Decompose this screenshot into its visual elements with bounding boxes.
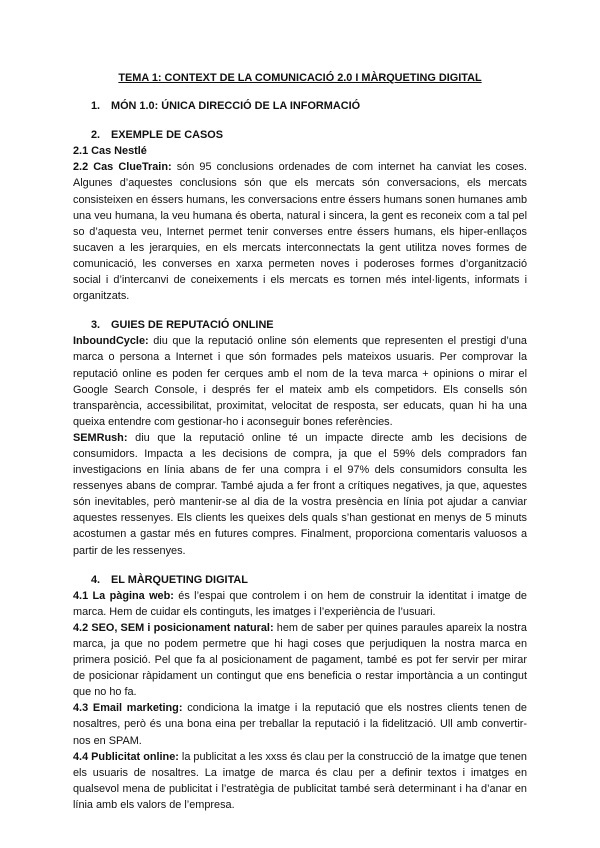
section-heading-2: 2. EXEMPLE DE CASOS xyxy=(91,129,223,142)
paragraph-email-marketing: 4.3 Email marketing: condiciona la imatge i la reputació que els nostres clients tenen de nosaltres, però és una bona eina per treballar la reputació i la fidelització. Ull amb convertir-nos en SPAM. xyxy=(73,702,527,747)
document-title: TEMA 1: CONTEXT DE LA COMUNICACIÓ 2.0 I MÀRQUETING DIGITAL xyxy=(118,72,482,84)
paragraph-semrush: SEMRush: diu que la reputació online té un impacte directe amb les decisions de consumidors. Impacta a les decisions de compra, ja que el 59% dels compradors fan investigacions en línia abans de fer una compra i el 97% dels consumidors consulta les ressenyes abans de comprar. També ajuda a fer front a crítiques negatives, ja que, aquestes són inevitables, però mantenir-se al dia de la vostra presència en línia pot ajudar a canviar aquestes ressenyes. Els clients les queixes dels quals s’han gestionat en menys de 5 minuts acostumen a gastar més en futures compres. Finalment, proporciona comentaris valuosos a partir de les ressenyes. xyxy=(73,431,527,557)
subheading-2-1: 2.1 Cas Nestlé xyxy=(73,145,147,158)
section-heading-3: 3. GUIES DE REPUTACIÓ ONLINE xyxy=(91,319,274,332)
paragraph-online-advertising: 4.4 Publicitat online: la publicitat a les xxss és clau per la construcció de la imatge que tenen els usuaris de nosaltres. La imatge de marca és clau per a definir textos i imatges en qualsevol mena de publicitat i l’estratègia de publicitat també serà determinant i ha d’anar en línia amb els valors de l’empresa. xyxy=(73,750,527,811)
document-body xyxy=(73,70,527,813)
section-heading-4: 4. EL MÀRQUETING DIGITAL xyxy=(91,573,248,586)
paragraph-seo-sem: 4.2 SEO, SEM i posicionament natural: hem de saber per quines paraules apareix la nostra marca, ja que no podem permetre que hi hagi coses que perjudiquen la nostra marca en primera posició. Pel que fa al posicionament de pagament, també es pot fer servir per mirar de posicionar ràpidament un contingut que ens beneficia o restar importància a un contingut que no ho fa. xyxy=(73,621,527,699)
paragraph-inboundcycle: InboundCycle: diu que la reputació online són elements que representen el prestigi d’una marca o persona a Internet i que són formades pels mateixos usuaris. Per comprovar la reputació online es poden fer cerques amb el nom de la teva marca + opinions o mirar el Google Search Console, i després fer el mateix amb els competidors. Els consells són transparència, accessibilitat, proximitat, velocitat de resposta, ser educats, quan hi ha una queixa entendre com gestionar-ho i aconseguir bones referències. xyxy=(73,335,527,428)
section-heading-1: 1. MÓN 1.0: ÚNICA DIRECCIÓ DE LA INFORMACIÓ xyxy=(91,100,361,113)
paragraph-web-page: 4.1 La pàgina web: és l’espai que controlem i on hem de construir la identitat i imatge de marca. Hem de cuidar els continguts, les imatges i l’experiència de l’usuari. xyxy=(73,589,527,618)
paragraph-cluetrain: 2.2 Cas ClueTrain: són 95 conclusions ordenades de com internet ha canviat les coses. Algunes d’aquestes conclusions són que els mercats són conversacions, els mercats consisteixen en éssers humans, les conversacions entre éssers humans sonen humanes amb una veu humana, la veu humana és oberta, natural i sincera, la gent es reconeix com a tal pel so d’aquesta veu, Internet permet tenir converses entre éssers humans, els hiper-enllaços sucaven a les jerarquies, en els mercats interconnectats la gent utilitza noves formes de comunicació, les converses en xarxa permeten noves i poderoses formes d’organització social i d’intercanvi de coneixements i els mercats es tornen més intel·ligents, informats i organitzats. xyxy=(73,161,528,303)
